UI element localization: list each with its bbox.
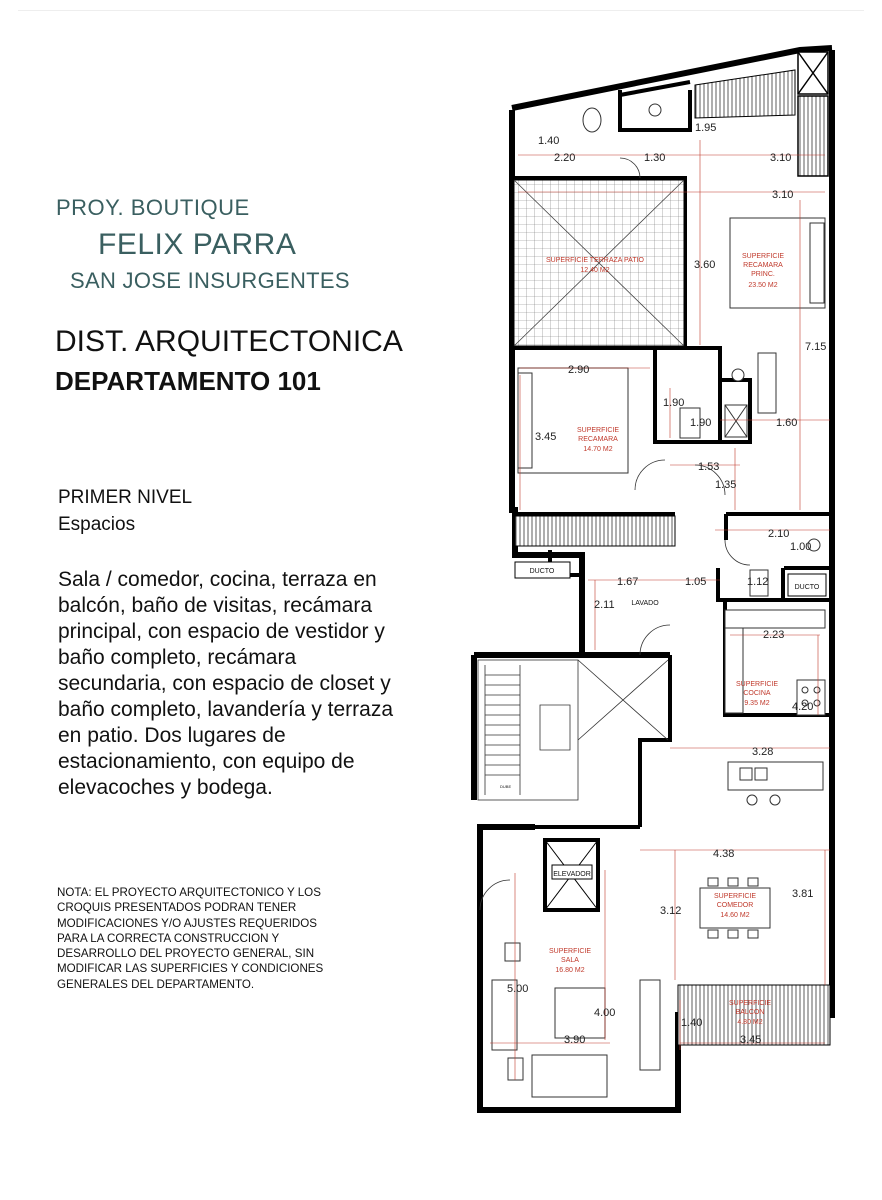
dim-3-81: 3.81 [792, 888, 814, 900]
dim-1-67: 1.67 [617, 576, 639, 588]
sala-area: 16.80 M2 [555, 967, 585, 974]
terraza-area: 12.40 M2 [580, 267, 610, 274]
dim-2-10: 2.10 [768, 528, 790, 540]
dim-3-10a: 3.10 [770, 152, 792, 164]
dim-4-20: 4.20 [792, 701, 814, 713]
dim-3-45b: 3.45 [740, 1034, 762, 1046]
dim-3-60: 3.60 [694, 259, 716, 271]
comedor-name-2: COMEDOR [716, 902, 754, 909]
dim-1-35: 1.35 [715, 479, 737, 491]
floor-plan [470, 40, 840, 1120]
dim-1-30: 1.30 [644, 152, 666, 164]
lavado-label: LAVADO [631, 600, 659, 607]
dim-3-28: 3.28 [752, 746, 774, 758]
principal-name-2: RECAMARA [743, 262, 783, 269]
project-location: SAN JOSE INSURGENTES [70, 268, 350, 293]
ducto-2: DUCTO [794, 584, 820, 591]
sala-name: SUPERFICIE [548, 948, 592, 955]
bed-recamara [518, 368, 628, 473]
top-shaft [695, 52, 828, 176]
balcon-name: SUPERFICIE [728, 1000, 772, 1007]
project-line-1: PROY. BOUTIQUE [56, 195, 250, 220]
cocina-name-2: COCINA [743, 690, 771, 697]
recamara-name: SUPERFICIE [576, 427, 620, 434]
dim-1-60: 1.60 [776, 417, 798, 429]
spaces-label: Espacios [58, 514, 136, 535]
dim-5-00: 5.00 [507, 983, 529, 995]
balcon-area: 4.80 M2 [737, 1019, 763, 1026]
dim-1-90a: 1.90 [663, 397, 685, 409]
dim-1-90b: 1.90 [690, 417, 712, 429]
dim-1-12: 1.12 [747, 576, 769, 588]
dim-2-20: 2.20 [554, 152, 576, 164]
elevador-label: ELEVADOR [553, 871, 591, 878]
dim-2-11: 2.11 [594, 599, 615, 611]
disclaimer-note: NOTA: EL PROYECTO ARQUITECTONICO Y LOS CROQUIS PRESENTADOS PODRAN TENER MODIFICACIONES Y/O AJUSTES REQUERIDOS PARA LA CORRECTA CONSTRUCCION Y DESARROLLO DEL PROYECTO GENERAL, SIN MODIFICAR LAS SUPERFICIES Y CONDICIONES GENERALES DEL DEPARTAMENTO. [57, 886, 324, 991]
project-name: FELIX PARRA [98, 228, 297, 261]
ducto-1: DUCTO [529, 568, 555, 575]
comedor-name: SUPERFICIE [713, 893, 757, 900]
dim-1-05: 1.05 [685, 576, 707, 588]
dim-4-00: 4.00 [594, 1007, 616, 1019]
page-border [18, 10, 864, 11]
dim-1-40a: 1.40 [538, 135, 560, 147]
sala-name-2: SALA [561, 957, 579, 964]
comedor-area: 14.60 M2 [720, 912, 750, 919]
dim-1-00: 1.00 [790, 541, 812, 553]
dim-7-15: 7.15 [805, 341, 827, 353]
dim-3-90: 3.90 [564, 1034, 586, 1046]
spaces-description: Sala / comedor, cocina, terraza en balcón, baño de visitas, recámara principal, con espacio de vestidor y baño completo, recámara secundaria, con espacio de closet y baño completo, lavandería y terraza en patio. Dos lugares de estacionamiento, con equipo de elevacoches y bodega. [58, 568, 394, 799]
dim-3-12: 3.12 [660, 905, 682, 917]
cocina-name: SUPERFICIE [735, 681, 779, 688]
dim-1-95: 1.95 [695, 122, 717, 134]
closet-hatch [515, 516, 675, 546]
dim-1-40b: 1.40 [681, 1017, 703, 1029]
dim-4-38: 4.38 [713, 848, 735, 860]
dim-2-90: 2.90 [568, 364, 590, 376]
balcon-name-2: BALCON [735, 1009, 765, 1016]
recamara-area: 14.70 M2 [583, 446, 613, 453]
principal-name: SUPERFICIE [741, 253, 785, 260]
terraza-name: SUPERFICIE TERRAZA PATIO [545, 257, 645, 264]
principal-area: 23.50 M2 [748, 282, 778, 289]
level-label: PRIMER NIVEL [58, 487, 193, 508]
cocina-area: 9.35 M2 [744, 700, 770, 707]
principal-name-3: PRINC. [751, 271, 775, 278]
dim-2-23: 2.23 [763, 629, 785, 641]
dim-3-45: 3.45 [535, 431, 557, 443]
ducts [515, 562, 826, 596]
recamara-name-2: RECAMARA [578, 436, 618, 443]
dim-3-10b: 3.10 [772, 189, 794, 201]
department-title: DEPARTAMENTO 101 [55, 366, 321, 396]
stair-label: DUBE [500, 784, 512, 789]
dim-1-53: 1.53 [698, 461, 720, 473]
section-title: DIST. ARQUITECTONICA [55, 325, 403, 358]
